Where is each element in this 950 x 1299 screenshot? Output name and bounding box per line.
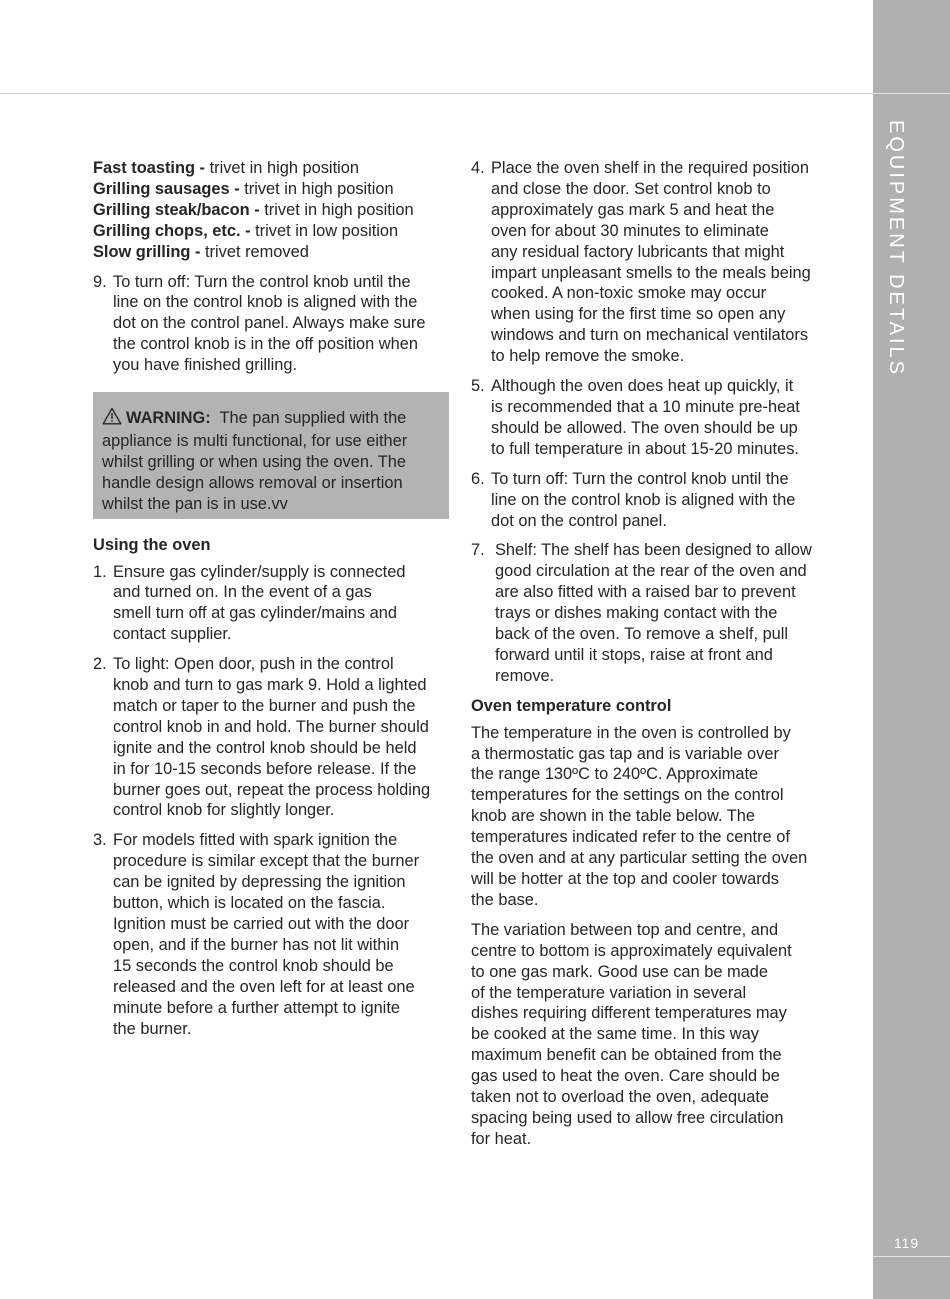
paragraph-line: the oven and at any particular setting the oven	[471, 849, 808, 868]
step-line: can be ignited by depressing the ignition	[113, 873, 406, 892]
warning-label: WARNING:	[126, 409, 211, 428]
step-line: control knob for slightly longer.	[113, 801, 335, 820]
step-number: 2.	[93, 655, 107, 674]
step-item	[93, 562, 449, 646]
section-heading-using-oven: Using the oven	[93, 535, 211, 554]
step-line: impart unpleasant smells to the meals being	[491, 263, 811, 282]
step-number: 4.	[471, 159, 485, 177]
step-line: For models fitted with spark ignition the	[113, 831, 398, 850]
grill-position-text: trivet in high position	[259, 200, 414, 219]
step-number: 6.	[471, 469, 485, 488]
step-line: to help remove the smoke.	[491, 347, 685, 366]
step-line: any residual factory lubricants that might	[491, 242, 785, 261]
grill-position-label: Grilling steak/bacon -	[93, 200, 260, 219]
step-number: 5.	[471, 377, 485, 396]
step-line: released and the oven left for at least one	[113, 977, 415, 996]
paragraph-line: a thermostatic gas tap and is variable over	[471, 744, 779, 763]
step-line: is recommended that a 10 minute pre-heat	[491, 397, 800, 416]
step-number: 7.	[471, 541, 485, 560]
section-title: EQUIPMENT DETAILS	[885, 120, 907, 377]
step-line: approximately gas mark 5 and heat the	[491, 200, 775, 219]
paragraph-line: the base.	[471, 890, 539, 909]
grill-steps-list	[93, 272, 449, 377]
warning-triangle-icon	[102, 407, 122, 431]
step-line: control knob in and hold. The burner should	[113, 717, 429, 736]
step-line: open, and if the burner has not lit within	[113, 935, 400, 954]
step-line: contact supplier.	[113, 625, 232, 644]
paragraph-line: dishes requiring different temperatures may	[471, 1004, 787, 1023]
paragraph-line: centre to bottom is approximately equivalent	[471, 941, 792, 960]
page-number: 119	[893, 1235, 920, 1251]
step-item	[93, 654, 449, 821]
grill-position-item	[93, 200, 449, 221]
step-number: 9.	[93, 272, 107, 291]
step-line: knob and turn to gas mark 9. Hold a lighted	[113, 676, 427, 695]
step-line: dot on the control panel.	[491, 511, 667, 530]
step-line: Shelf: The shelf has been designed to allow	[495, 541, 812, 560]
step-line: back of the oven. To remove a shelf, pull	[495, 625, 789, 644]
paragraph-line: of the temperature variation in several	[471, 983, 747, 1002]
step-line: the control knob is in the off position when	[113, 335, 418, 354]
grill-position-label: Fast toasting -	[93, 159, 206, 177]
paragraph-line: the range 130ºC to 240ºC. Approximate	[471, 765, 759, 784]
step-line: forward until it stops, raise at front and	[495, 645, 773, 664]
step-item	[471, 376, 831, 460]
grill-position-text: trivet in low position	[250, 221, 399, 240]
step-line: To turn off: Turn the control knob until the	[113, 272, 411, 291]
grill-position-item	[93, 158, 449, 179]
step-line: remove.	[495, 666, 555, 685]
warning-line: whilst grilling or when using the oven. The	[102, 452, 407, 471]
step-line: minute before a further attempt to ignite	[113, 998, 400, 1017]
warning-box	[93, 392, 449, 519]
paragraph-line: to one gas mark. Good use can be made	[471, 962, 769, 981]
grill-position-text: trivet in high position	[239, 179, 394, 198]
grill-position-label: Grilling sausages -	[93, 179, 240, 198]
step-line: line on the control knob is aligned with the	[113, 293, 418, 312]
paragraph-line: for heat.	[471, 1129, 532, 1148]
grill-position-label: Slow grilling -	[93, 242, 201, 261]
paragraph-line: temperatures indicated refer to the centre of	[471, 828, 790, 847]
grill-positions-list	[93, 158, 449, 263]
step-line: Ensure gas cylinder/supply is connected	[113, 562, 406, 581]
step-line: good circulation at the rear of the oven and	[495, 562, 807, 581]
step-line: button, which is located on the fascia.	[113, 894, 386, 913]
warning-line: appliance is multi functional, for use either	[102, 431, 408, 450]
grill-position-item	[93, 179, 449, 200]
step-line: when using for the first time so open any	[491, 305, 786, 324]
step-item	[471, 540, 831, 686]
step-item	[471, 158, 831, 367]
step-line: procedure is similar except that the burner	[113, 852, 420, 871]
step-line: are also fitted with a raised bar to prevent	[495, 583, 796, 602]
step-line: To turn off: Turn the control knob until the	[491, 469, 789, 488]
step-number: 3.	[93, 831, 107, 850]
step-line: windows and turn on mechanical ventilators	[491, 326, 809, 345]
section-heading-oven-temperature: Oven temperature control	[471, 696, 672, 715]
step-item	[93, 272, 449, 377]
warning-line	[102, 407, 440, 431]
paragraph-line: The temperature in the oven is controlled by	[471, 723, 791, 742]
paragraph-line: be cooked at the same time. In this way	[471, 1025, 759, 1044]
grill-position-item	[93, 242, 449, 263]
paragraph-line: temperatures for the settings on the control	[471, 786, 784, 805]
step-item	[471, 469, 831, 532]
step-line: oven for about 30 minutes to eliminate	[491, 221, 769, 240]
paragraph-line: maximum benefit can be obtained from the	[471, 1046, 782, 1065]
warning-line: whilst the pan is in use.vv	[102, 494, 288, 513]
step-line: should be allowed. The oven should be up	[491, 418, 798, 437]
warning-text: The pan supplied with the	[210, 409, 407, 428]
step-line: ignite and the control knob should be held	[113, 738, 417, 757]
step-line: match or taper to the burner and push the	[113, 696, 416, 715]
grill-position-text: trivet removed	[200, 242, 309, 261]
paragraph-line: knob are shown in the table below. The	[471, 807, 755, 826]
step-line: cooked. A non-toxic smoke may occur	[491, 284, 767, 303]
left-column	[93, 158, 449, 1048]
step-line: 15 seconds the control knob should be	[113, 956, 394, 975]
step-line: Place the oven shelf in the required position	[491, 159, 810, 177]
step-line: trays or dishes making contact with the	[495, 604, 778, 623]
step-line: and close the door. Set control knob to	[491, 179, 771, 198]
step-line: to full temperature in about 15-20 minutes.	[491, 439, 799, 458]
paragraph	[471, 920, 831, 1150]
step-line: Ignition must be carried out with the door	[113, 915, 410, 933]
header-divider	[0, 93, 873, 94]
step-line: To light: Open door, push in the control	[113, 655, 394, 674]
step-number: 1.	[93, 562, 107, 581]
paragraph-line: spacing being used to allow free circulation	[471, 1108, 784, 1127]
step-line: burner goes out, repeat the process holding	[113, 780, 431, 799]
oven-steps-list	[93, 562, 449, 1040]
grill-position-label: Grilling chops, etc. -	[93, 221, 251, 240]
paragraph-line: will be hotter at the top and cooler towards	[471, 870, 779, 888]
paragraph-line: taken not to overload the oven, adequate	[471, 1088, 769, 1107]
step-line: line on the control knob is aligned with the	[491, 490, 796, 509]
step-line: dot on the control panel. Always make sure	[113, 314, 426, 333]
grill-position-item	[93, 221, 449, 242]
step-line: you have finished grilling.	[113, 356, 298, 375]
sidebar-divider-top	[873, 93, 950, 94]
paragraph-line: The variation between top and centre, and	[471, 920, 779, 939]
paragraph-line: gas used to heat the oven. Care should be	[471, 1067, 780, 1086]
right-column	[471, 158, 831, 1159]
warning-line: handle design allows removal or insertion	[102, 473, 403, 492]
grill-position-text: trivet in high position	[205, 159, 359, 177]
step-line: in for 10-15 seconds before release. If the	[113, 759, 417, 778]
step-item	[93, 830, 449, 1039]
step-line: the burner.	[113, 1019, 192, 1038]
step-line: smell turn off at gas cylinder/mains and	[113, 604, 397, 623]
sidebar-divider-bottom	[873, 1256, 950, 1257]
step-line: Although the oven does heat up quickly, it	[491, 377, 794, 396]
step-line: and turned on. In the event of a gas	[113, 583, 372, 602]
paragraph	[471, 723, 831, 911]
oven-steps-list-continued	[471, 158, 831, 687]
